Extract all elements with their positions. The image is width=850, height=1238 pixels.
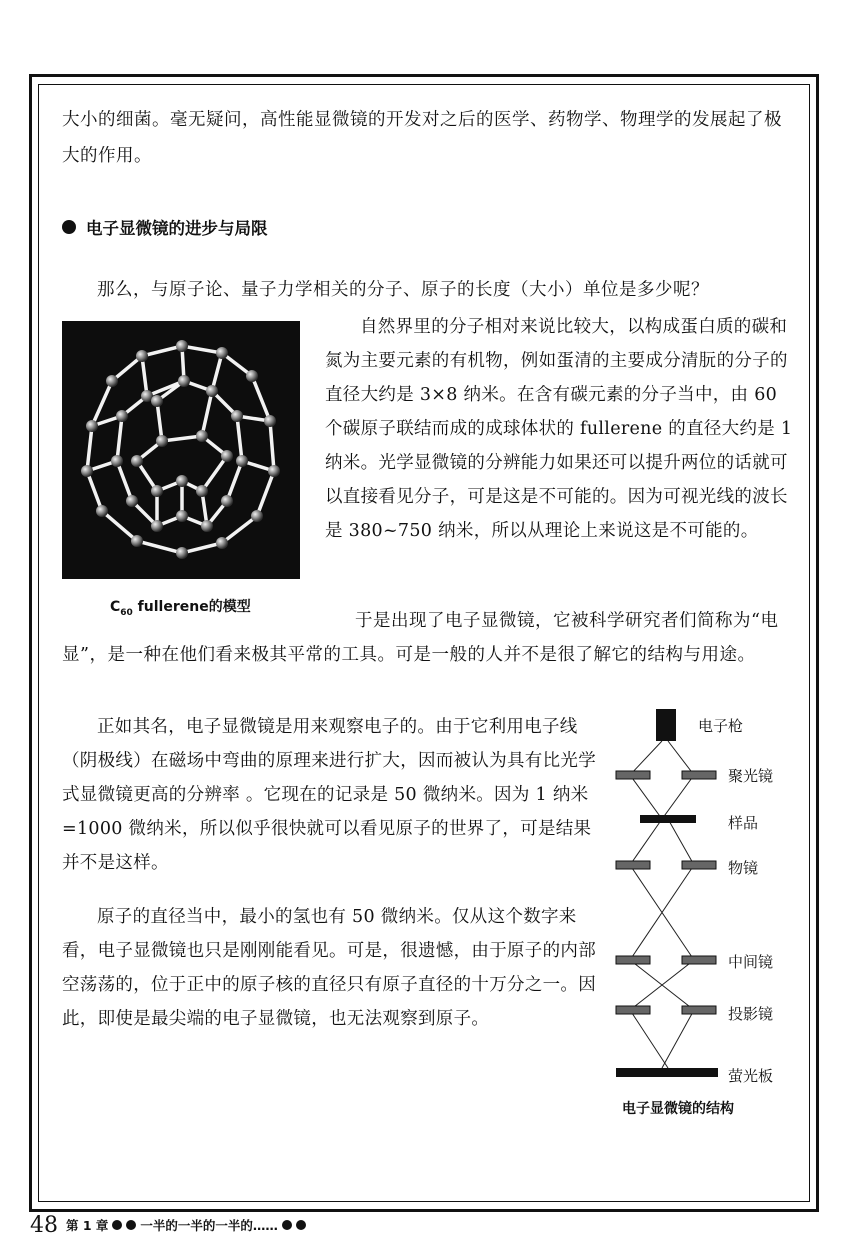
dot-icon <box>112 1220 122 1230</box>
paragraph-4 <box>62 604 792 672</box>
label-screen: 萤光板 <box>728 1067 774 1085</box>
section-heading-text: 电子显微镜的进步与局限 <box>86 219 268 238</box>
page-footer <box>30 1212 850 1238</box>
figure2-caption: 电子显微镜的结构 <box>622 1101 734 1117</box>
dot-icon <box>296 1220 306 1230</box>
paragraph-6: 原子的直径当中，最小的氢也有 50 微纳米。仅从这个数字来看，电子显微镜也只是刚刚能看见。可是，很遗憾，由于原子的内部空荡荡的，位于正中的原子核的直径只有原子直径的十万分之一。因此，即使是最尖端的电子显微镜，也无法观察到原子。 <box>62 907 596 1029</box>
label-electron-gun: 电子枪 <box>698 717 744 735</box>
chapter-marker <box>66 1216 306 1234</box>
paragraph-4-text: 于是出现了电子显微镜，它被科学研究者们简称为“电显”，是一种在他们看来极其平常的工具。可是一般的人并不是很了解它的结构与用途。 <box>62 611 779 665</box>
dot-icon <box>282 1220 292 1230</box>
fullerene-illustration <box>62 321 300 579</box>
page-number: 48 <box>30 1212 58 1238</box>
label-condenser: 聚光镜 <box>728 767 774 785</box>
bullet-icon <box>62 220 76 234</box>
fullerene-model-image <box>62 321 300 579</box>
label-sample: 样品 <box>728 814 759 832</box>
microscope-schematic <box>610 705 730 1095</box>
caption-prefix: C <box>110 599 121 615</box>
paragraph-1: 大小的细菌。毫无疑问，高性能显微镜的开发对之后的医学、药物学、物理学的发展起了极大的作用。 <box>62 110 782 166</box>
caption-suffix: fullerene的模型 <box>132 599 251 615</box>
paragraph-2: 那么，与原子论、量子力学相关的分子、原子的长度（大小）单位是多少呢？ <box>97 280 709 300</box>
paragraph-5: 正如其名，电子显微镜是用来观察电子的。由于它利用电子线（阴极线）在磁场中弯曲的原理来进行扩大，因而被认为具有比光学式显微镜更高的分辨率 。它现在的记录是 50 微纳米。因为 1 纳米 =1000 微纳米，所以似乎很快就可以看见原子的世界了，可是结果并不是这样。 <box>62 717 596 873</box>
paragraph-3: 自然界里的分子相对来说比较大，以构成蛋白质的碳和氮为主要元素的有机物，例如蛋清的主要成分清朊的分子的直径大约是 3×8 纳米。在含有碳元素的分子当中，由 60 个碳原子联结而成的成球体状的 fullerene 的直径大约是 1 纳米。光学显微镜的分辨能力如果还可以提升两位的话就可以直接看见分子，可是这是不可能的。因为可视光线的波长是 380~750 纳米，所以从理论上来说这是不可能的。 <box>325 317 793 541</box>
caption-subscript: 60 <box>120 607 133 618</box>
chapter-label: 第 1 章 <box>66 1218 109 1233</box>
label-objective: 物镜 <box>728 859 759 877</box>
electron-microscope-diagram <box>610 705 810 1095</box>
label-projector: 投影镜 <box>728 1005 774 1023</box>
label-intermediate: 中间镜 <box>728 953 774 971</box>
section-heading <box>62 215 268 239</box>
dot-icon <box>126 1220 136 1230</box>
chapter-title: 一半的一半的一半的…… <box>140 1218 278 1233</box>
